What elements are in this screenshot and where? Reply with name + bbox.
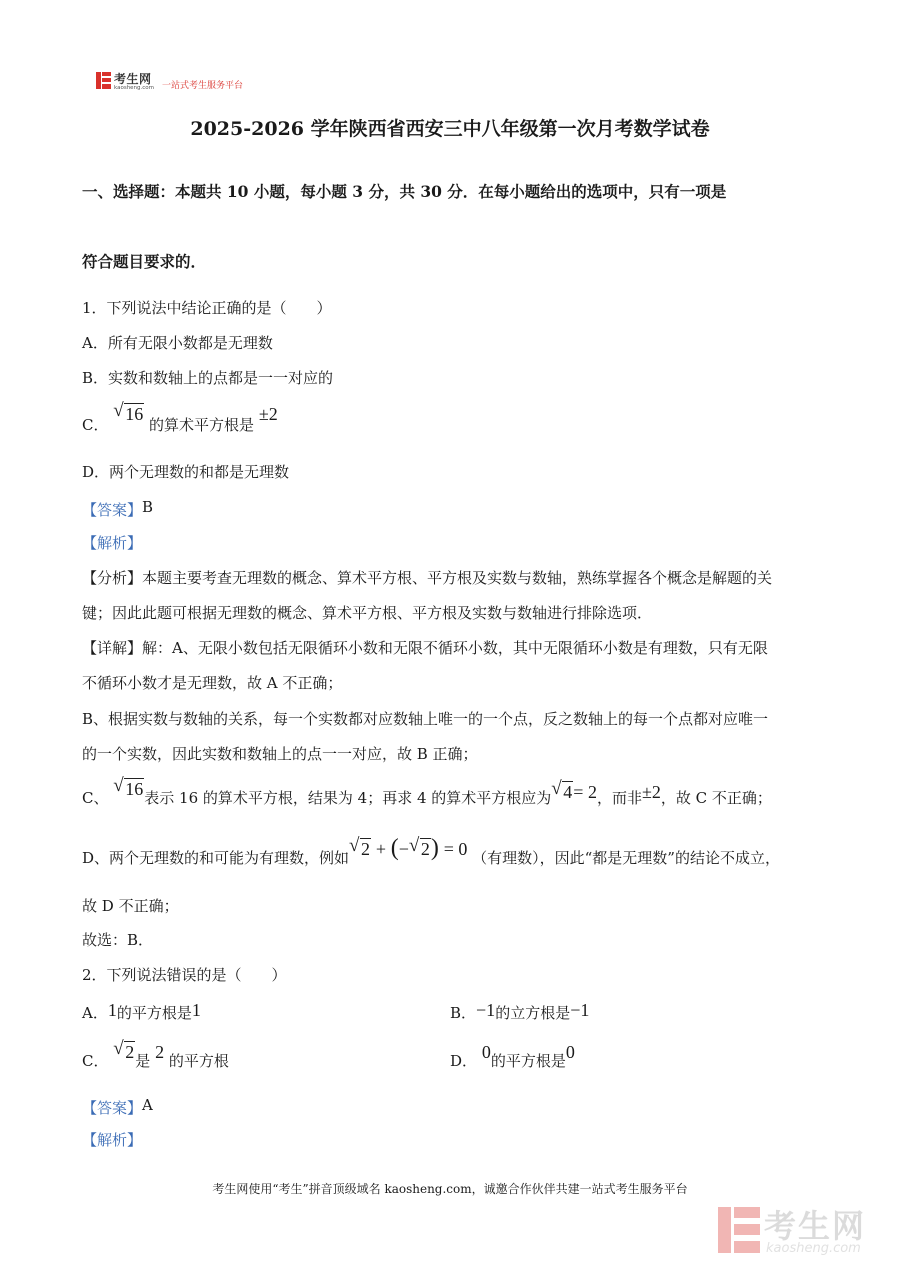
q2-option-b <box>450 1000 589 1023</box>
q1-xiangjie-d2: 故 D 不正确； <box>82 897 179 915</box>
xj-d-sqrt2a: √ 2 <box>349 835 371 859</box>
q1-option-c <box>82 400 278 435</box>
xj-d-plus: + <box>375 839 386 859</box>
q1-conclusion: 故选：B． <box>82 931 154 949</box>
q1-analysis-tag: 【解析】 <box>82 534 143 552</box>
fenxi-tag: 【分析】 <box>82 569 143 587</box>
xj-d-radicand2: 2 <box>420 839 430 859</box>
xj-d-radicand1: 2 <box>361 839 371 859</box>
xj-c-sqrt4: √ 4 <box>551 778 573 802</box>
q2-a-label: A． <box>82 1004 108 1022</box>
q1-xiangjie-b2: 的一个实数，因此实数和数轴上的点一一对应，故 B 正确； <box>82 745 478 763</box>
q1-answer-value: B <box>142 498 154 516</box>
q1-answer <box>82 497 153 520</box>
q2-a-mid: 的平方根是 <box>116 1004 192 1022</box>
q2-d-label: D． <box>450 1052 478 1070</box>
q2-c-end: 的平方根 <box>168 1052 229 1070</box>
watermark-logo <box>718 1205 888 1265</box>
q2-option-d <box>450 1042 575 1071</box>
q2-b-v1: −1 <box>476 1000 496 1020</box>
q1-fenxi-line1 <box>82 568 772 588</box>
q1-xiangjie-b1: B、根据实数与数轴的关系，每一个实数都对应数轴上唯一的一个点，反之数轴上的每一个点都对应唯一 <box>82 710 769 728</box>
section-heading-line2: 符合题目要求的． <box>82 252 207 271</box>
q2-b-label: B． <box>450 1004 477 1022</box>
logo-name: 考生网 <box>114 72 152 86</box>
q1-option-b: B．实数和数轴上的点都是一一对应的 <box>82 369 334 387</box>
q2-c-radicand: 2 <box>125 1042 135 1062</box>
section-heading-line1: 一、选择题：本题共 10 小题，每小题 3 分，共 30 分．在每小题给出的选项中，只有一项是 <box>82 182 727 201</box>
q1-option-c-text: 的算术平方根是 <box>149 416 255 434</box>
answer-tag: 【答案】 <box>82 501 143 519</box>
q1-xiangjie-a2: 不循环小数才是无理数，故 A 不正确； <box>82 674 343 692</box>
fenxi-text: 本题主要考查无理数的概念、算术平方根、平方根及实数与数轴，熟练掌握各个概念是解题的关 <box>142 569 773 587</box>
xj-d-sqrt2b: √ 2 <box>408 835 430 859</box>
q1-option-d: D．两个无理数的和都是无理数 <box>82 463 290 481</box>
q2-a-v1: 1 <box>107 1000 117 1020</box>
xiangjie-tag: 【详解】 <box>82 639 143 657</box>
q2-c-v: 2 <box>155 1042 165 1062</box>
q2-d-v1: 0 <box>481 1042 491 1062</box>
q1-stem: 1．下列说法中结论正确的是（ ） <box>82 299 332 317</box>
watermark-domain: kaosheng.com <box>766 1241 861 1256</box>
xj-d-end: （有理数），因此“都是无理数”的结论不成立， <box>472 849 780 867</box>
q1-xiangjie-d <box>82 835 780 868</box>
q2-stem: 2．下列说法错误的是（ ） <box>82 966 287 984</box>
xj-c-mid1: 表示 16 的算术平方根，结果为 4；再求 4 的算术平方根应为 <box>144 789 552 807</box>
q2-option-c <box>82 1038 229 1071</box>
q1-option-c-value: ±2 <box>258 404 278 424</box>
footer-text: 考生网使用“考生”拼音顶级域名 kaosheng.com，诚邀合作伙伴共建一站式考生服务平台 <box>212 1182 688 1196</box>
q2-answer-value: A <box>142 1096 153 1114</box>
q2-answer-tag: 【答案】 <box>82 1099 143 1117</box>
xj-c-sqrt16: √ 16 <box>113 775 144 799</box>
q1-fenxi-line2: 键；因此此题可根据无理数的概念、算术平方根、平方根及实数与数轴进行排除选项． <box>82 604 653 622</box>
q1-option-c-sqrt: √ 16 <box>113 400 144 424</box>
logo-slogan: 一站式考生服务平台 <box>162 81 244 91</box>
xj-d-pre: D、两个无理数的和可能为有理数，例如 <box>82 849 350 867</box>
q2-analysis-tag: 【解析】 <box>82 1131 143 1149</box>
q2-a-v2: 1 <box>191 1000 201 1020</box>
xj-c-radicand4: 4 <box>563 782 573 802</box>
watermark-name: 考生网 <box>764 1207 867 1245</box>
q2-b-v2: −1 <box>570 1000 590 1020</box>
xj-d-eq: = 0 <box>443 839 468 859</box>
xj-c-pre: C、 <box>82 789 109 807</box>
q1-option-a: A．所有无限小数都是无理数 <box>82 334 273 352</box>
q2-c-sqrt: √ 2 <box>113 1038 135 1062</box>
xj-c-radicand16: 16 <box>125 779 144 799</box>
q2-c-mid: 是 <box>135 1052 151 1070</box>
q1-option-c-label: C． <box>82 416 109 434</box>
xj-c-pm: ±2 <box>641 782 661 802</box>
q1-xiangjie-a1 <box>82 638 768 658</box>
q1-xiangjie-c <box>82 775 772 808</box>
q2-b-mid: 的立方根是 <box>495 1004 571 1022</box>
xj-d-open: ( <box>390 835 399 861</box>
xj-c-eq: = 2 <box>573 782 597 802</box>
xiangjie-text: 解：A、无限小数包括无限循环小数和无限不循环小数，其中无限循环小数是有理数，只有无限 <box>142 639 768 657</box>
xj-d-close: ) <box>430 835 439 861</box>
q2-answer <box>82 1095 153 1118</box>
xj-c-end: ，故 C 不正确； <box>660 789 772 807</box>
kaosheng-logo-icon <box>96 72 111 89</box>
xj-c-mid2: ，而非 <box>596 789 642 807</box>
logo-domain: kaosheng.com <box>114 85 155 91</box>
q2-c-label: C． <box>82 1052 109 1070</box>
q2-option-a <box>82 1000 201 1023</box>
q1-option-c-radicand: 16 <box>125 404 144 424</box>
q2-d-v2: 0 <box>565 1042 575 1062</box>
xj-d-minus: − <box>398 839 409 859</box>
page-title: 2025-2026 学年陕西省西安三中八年级第一次月考数学试卷 <box>190 118 710 140</box>
q2-d-mid: 的平方根是 <box>490 1052 566 1070</box>
watermark-logo-icon <box>718 1207 760 1253</box>
